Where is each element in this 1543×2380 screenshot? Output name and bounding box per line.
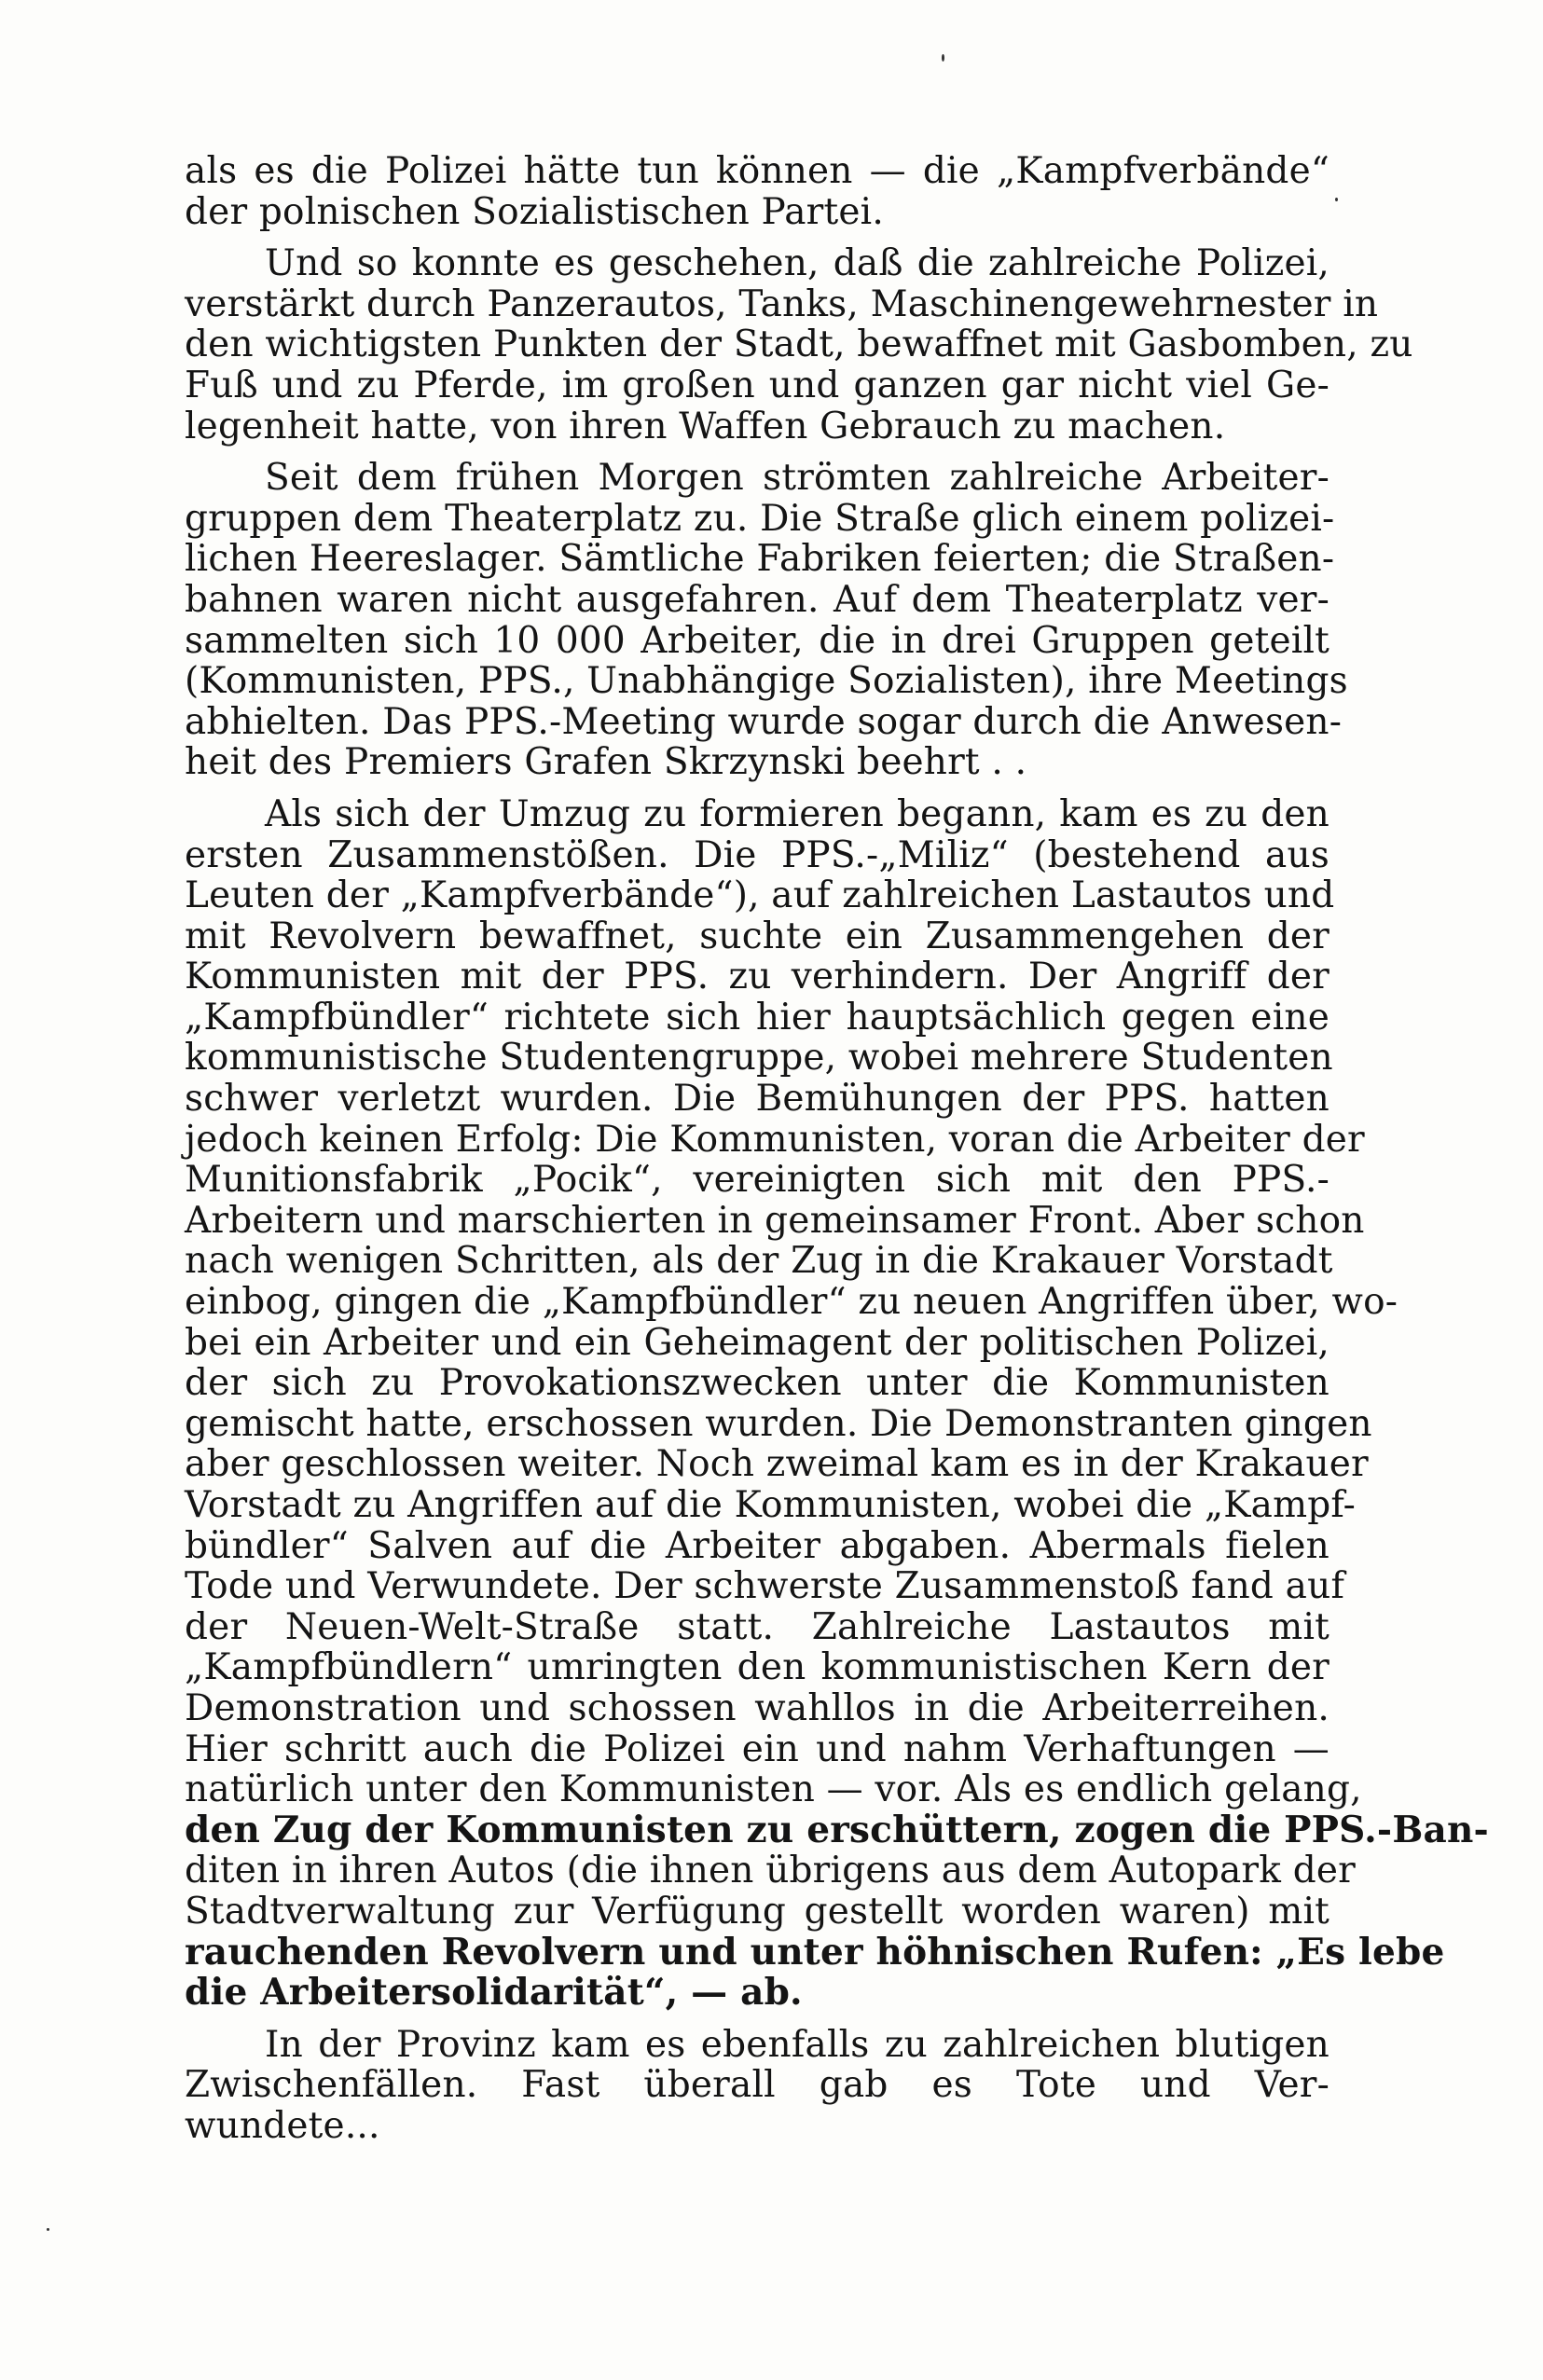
text-line: bei ein Arbeiter und ein Geheimagent der politischen Polizei,	[185, 1321, 1329, 1364]
paragraph-5	[185, 2025, 1329, 2147]
text-line: verstärkt durch Panzerautos, Tanks, Maschinengewehrnester in	[185, 282, 1379, 325]
text-line: schwer verletzt wurden. Die Bemühungen der PPS. hatten	[185, 1078, 1329, 1121]
text-line: Fuß und zu Pferde, im großen und ganzen gar nicht viel Ge-	[185, 364, 1329, 406]
text-line: gruppen dem Theaterplatz zu. Die Straße glich einem polizei-	[185, 497, 1335, 540]
text-line: jedoch keinen Erfolg: Die Kommunisten, voran die Arbeiter der	[185, 1118, 1365, 1161]
text-line: Hier schritt auch die Polizei ein und nahm Verhaftungen —	[185, 1727, 1329, 1770]
scan-speck	[47, 2228, 49, 2231]
text-line: gemischt hatte, erschossen wurden. Die Demonstranten gingen	[185, 1402, 1372, 1445]
text-line: aber geschlossen weiter. Noch zweimal kam es in der Krakauer	[185, 1443, 1369, 1486]
document-body	[185, 150, 1489, 2158]
text-line: Munitionsfabrik „Pocik“, vereinigten sich mit den PPS.-	[185, 1159, 1329, 1202]
text-line: als es die Polizei hätte tun können — die „Kampfverbände“	[185, 150, 1329, 192]
text-line: natürlich unter den Kommunisten — vor. Als es endlich gelang,	[185, 1768, 1362, 1811]
text-line: In der Provinz kam es ebenfalls zu zahlreichen blutigen	[265, 2023, 1329, 2066]
text-line: „Kampfbündler“ richtete sich hier hauptsächlich gegen eine	[185, 996, 1329, 1039]
text-line: legenheit hatte, von ihren Waffen Gebrauch zu machen.	[185, 405, 1226, 447]
text-line: die Arbeitersolidarität“, — ab.	[185, 1971, 803, 2015]
text-line: wundete...	[185, 2104, 380, 2147]
text-line: diten in ihren Autos (die ihnen übrigens aus dem Autopark der	[185, 1850, 1356, 1892]
text-line: abhielten. Das PPS.-Meeting wurde sogar durch die Anwesen-	[185, 700, 1343, 743]
text-line: der Neuen-Welt-Straße statt. Zahlreiche Lastautos mit	[185, 1605, 1329, 1648]
text-line: bahnen waren nicht ausgefahren. Auf dem Theaterplatz ver-	[185, 578, 1329, 621]
scan-speck	[942, 54, 944, 62]
text-line: Arbeitern und marschierten in gemeinsamer Front. Aber schon	[185, 1199, 1365, 1242]
text-line: Als sich der Umzug zu formieren begann, kam es zu den	[265, 792, 1329, 835]
paragraph-1	[185, 151, 1329, 232]
text-line: Leuten der „Kampfverbände“), auf zahlreichen Lastautos und	[185, 874, 1335, 917]
paragraph-2	[185, 242, 1413, 447]
paragraph-4	[185, 792, 1489, 2015]
scan-speck	[1335, 198, 1338, 201]
text-line: Und so konnte es geschehen, daß die zahlreiche Polizei,	[265, 242, 1329, 285]
text-line: sammelten sich 10 000 Arbeiter, die in drei Gruppen geteilt	[185, 619, 1329, 662]
text-line: Stadtverwaltung zur Verfügung gestellt worden waren) mit	[185, 1890, 1329, 1933]
text-line: Demonstration und schossen wahllos in die Arbeiterreihen.	[185, 1686, 1329, 1729]
text-line: Kommunisten mit der PPS. zu verhindern. Der Angriff der	[185, 956, 1329, 998]
text-line: (Kommunisten, PPS., Unabhängige Sozialisten), ihre Meetings	[185, 660, 1348, 703]
text-line: rauchenden Revolvern und unter höhnischen Rufen: „Es lebe	[185, 1930, 1445, 1974]
text-line: heit des Premiers Grafen Skrzynski beehrt . .	[185, 741, 1027, 784]
text-line: nach wenigen Schritten, als der Zug in die Krakauer Vorstadt	[185, 1240, 1333, 1283]
text-line: einbog, gingen die „Kampfbündler“ zu neuen Angriffen über, wo-	[185, 1281, 1398, 1324]
text-line: kommunistische Studentengruppe, wobei mehrere Studenten	[185, 1037, 1333, 1080]
paragraph-3	[185, 457, 1348, 784]
text-line: der sich zu Provokationszwecken unter die Kommunisten	[185, 1362, 1329, 1405]
text-line: den Zug der Kommunisten zu erschüttern, zogen die PPS.-Ban-	[185, 1808, 1489, 1851]
text-line: ersten Zusammenstößen. Die PPS.-„Miliz“ (bestehend aus	[185, 833, 1329, 876]
text-line: lichen Heereslager. Sämtliche Fabriken feierten; die Straßen-	[185, 538, 1335, 581]
text-line: Vorstadt zu Angriffen auf die Kommunisten, wobei die „Kampf-	[185, 1484, 1357, 1526]
text-line: Zwischenfällen. Fast überall gab es Tote und Ver-	[185, 2064, 1329, 2107]
text-line: bündler“ Salven auf die Arbeiter abgaben. Abermals fielen	[185, 1524, 1329, 1567]
text-line: mit Revolvern bewaffnet, suchte ein Zusammengehen der	[185, 915, 1329, 957]
text-line: „Kampfbündlern“ umringten den kommunistischen Kern der	[185, 1646, 1329, 1689]
text-line: Seit dem frühen Morgen strömten zahlreiche Arbeiter-	[265, 457, 1329, 500]
text-line: Tode und Verwundete. Der schwerste Zusammenstoß fand auf	[185, 1565, 1345, 1608]
text-line: den wichtigsten Punkten der Stadt, bewaffnet mit Gasbomben, zu	[185, 323, 1413, 366]
text-line: der polnischen Sozialistischen Partei.	[185, 190, 884, 233]
